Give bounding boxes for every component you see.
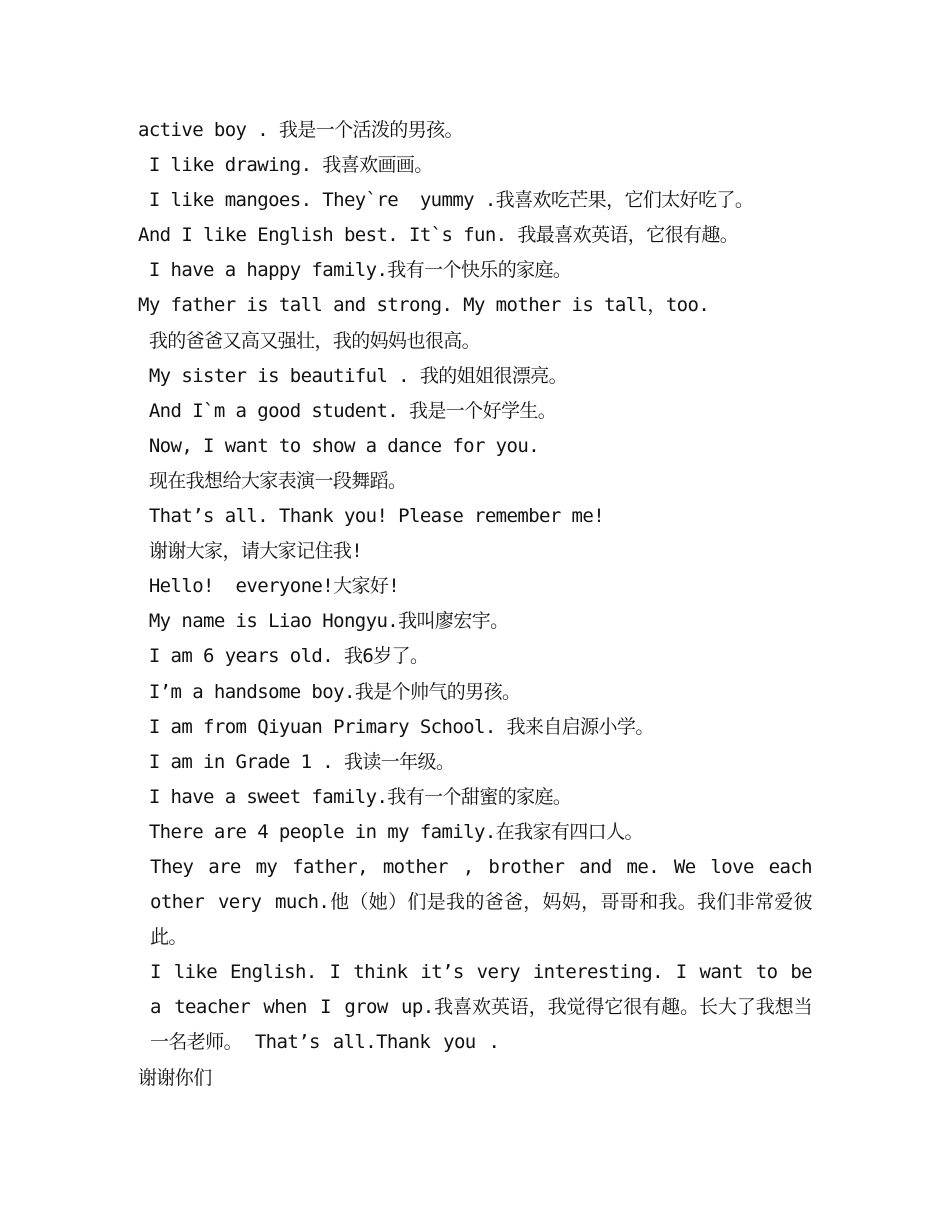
text-line: I have a happy family.我有一个快乐的家庭。 (138, 259, 572, 282)
text-line: There are 4 people in my family.在我家有四口人。 (138, 820, 643, 843)
text-line: I’m a handsome boy.我是个帅气的男孩。 (138, 680, 521, 703)
text-line: That’s all. Thank you! Please remember me! (138, 505, 605, 528)
text-line: I am from Qiyuan Primary School. 我来自启源小学。 (138, 715, 654, 738)
closing-line: 谢谢你们 (138, 1066, 212, 1089)
text-line: My sister is beautiful . 我的姐姐很漂亮。 (138, 364, 568, 387)
text-line: And I`m a good student. 我是一个好学生。 (138, 399, 557, 422)
text-line: Now, I want to show a dance for you. (138, 434, 540, 457)
text-line: I am in Grade 1 . 我读一年级。 (138, 750, 455, 773)
text-line: I like mangoes. They`re yummy .我喜欢吃芒果，它们太好吃了。 (138, 189, 754, 212)
text-line: My name is Liao Hongyu.我叫廖宏宇。 (138, 610, 509, 633)
text-line: I have a sweet family.我有一个甜蜜的家庭。 (138, 785, 572, 808)
text-line: 我的爸爸又高又强壮，我的妈妈也很高。 (138, 329, 481, 352)
text-line: I am 6 years old. 我6岁了。 (138, 645, 429, 668)
speech-text (138, 113, 812, 1096)
text-line: 谢谢大家，请大家记住我! (138, 540, 363, 563)
text-line: My father is tall and strong. My mother is tall，too. (138, 294, 710, 317)
text-line: active boy . 我是一个活泼的男孩。 (138, 119, 463, 141)
text-line: I like drawing. 我喜欢画画。 (138, 154, 433, 177)
text-line: Hello! everyone!大家好! (138, 575, 400, 598)
paragraph-english: I like English. I think it’s very interesting. I want to be a teacher when I grow up.我喜欢英语，我觉得它很有趣。长大了我想当一名老师。 That’s all.Thank you . (150, 961, 812, 1054)
text-line: And I like English best. It`s fun. 我最喜欢英语，它很有趣。 (138, 224, 739, 247)
text-line: 现在我想给大家表演一段舞蹈。 (138, 469, 407, 492)
paragraph-family: They are my father, mother , brother and me. We love each other very much.他（她）们是我的爸爸，妈妈，哥哥和我。我们非常爱彼此。 (150, 855, 812, 949)
